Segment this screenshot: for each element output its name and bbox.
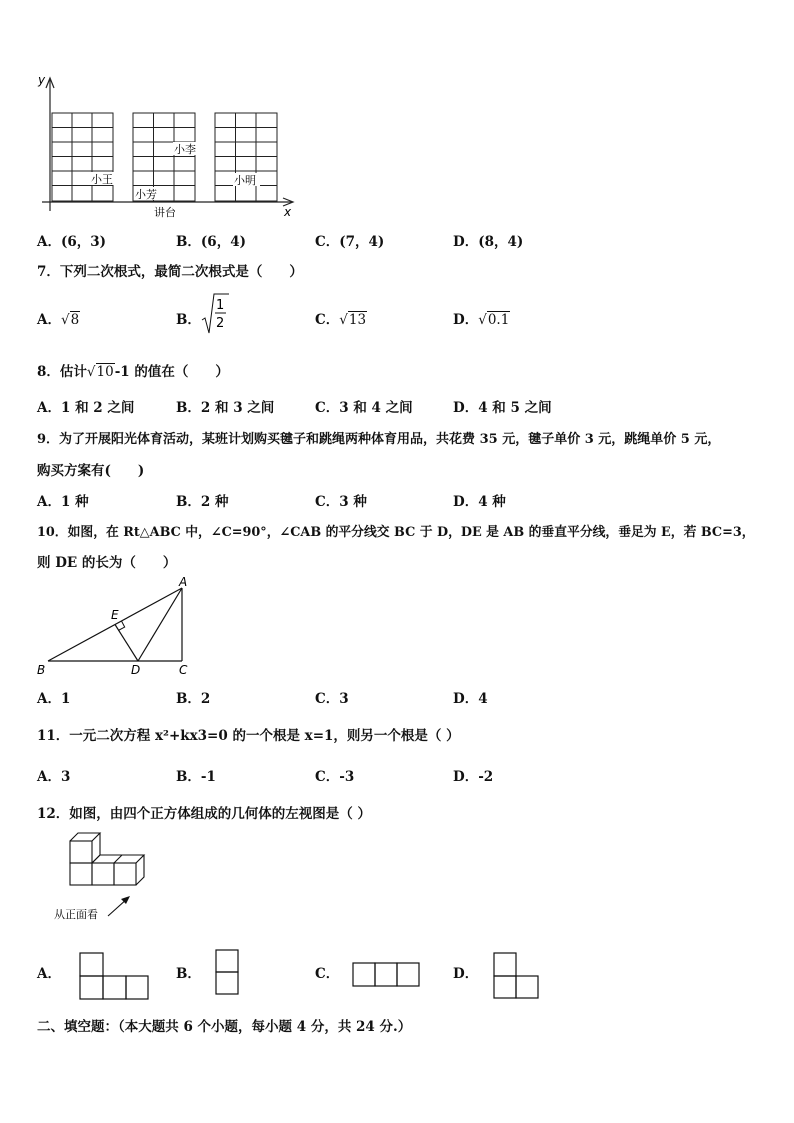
q9-option-a[interactable]: A．1 种: [37, 494, 89, 510]
q12-letter-a: A．: [37, 966, 61, 982]
q7-letter-a: A．: [37, 312, 61, 328]
q6-option-a[interactable]: A．(6，3): [37, 234, 107, 250]
q7-b-numerator: 1: [216, 298, 225, 313]
q8-option-a[interactable]: A．1 和 2 之间: [37, 400, 135, 416]
label-xiaofang: 小芳: [135, 188, 157, 201]
q12-stem: 12．如图，由四个正方体组成的几何体的左视图是（ ）: [37, 806, 371, 822]
q7-option-c[interactable]: C．√13: [315, 312, 367, 328]
q7-b-denominator: 2: [216, 316, 225, 331]
q11-option-c[interactable]: C．-3: [315, 769, 355, 785]
seat-grid-figure: [30, 68, 300, 223]
q8-stem-post: -1 的值在（ ）: [114, 364, 229, 380]
q6-option-b[interactable]: B．(6，4): [176, 234, 246, 250]
label-podium: 讲台: [154, 206, 176, 219]
y-axis-label: y: [38, 73, 46, 87]
q7-option-b-radical: [200, 292, 230, 336]
triangle-figure: [34, 576, 204, 680]
q7-radicand-c: 13: [348, 312, 367, 328]
q8-option-c[interactable]: C．3 和 4 之间: [315, 400, 413, 416]
q10-option-c[interactable]: C．3: [315, 691, 349, 707]
q7-radicand-d: 0.1: [487, 312, 510, 328]
q12-option-b-figure[interactable]: [214, 948, 242, 998]
vertex-a: A: [179, 576, 188, 589]
seat-block-left: [52, 113, 113, 201]
q8-option-d[interactable]: D．4 和 5 之间: [453, 400, 552, 416]
vertex-b: B: [37, 663, 46, 677]
seat-block-right: [215, 113, 277, 201]
label-xiaoli: 小李: [174, 143, 196, 156]
q9-option-d[interactable]: D．4 种: [453, 494, 506, 510]
q10-stem-line2: 则 DE 的长为（ ）: [37, 555, 177, 571]
q11-option-a[interactable]: A．3: [37, 769, 71, 785]
q6-option-c[interactable]: C．(7，4): [315, 234, 385, 250]
cube-solid-figure: [50, 828, 160, 924]
q8-option-b[interactable]: B．2 和 3 之间: [176, 400, 275, 416]
q7-option-d[interactable]: D．√0.1: [453, 312, 510, 328]
q9-stem-line2: 购买方案有( ): [37, 463, 145, 479]
q9-stem-line1: 9．为了开展阳光体育活动，某班计划购买毽子和跳绳两种体育用品，共花费 35 元，毽子单价 3 元，跳绳单价 5 元，: [37, 432, 721, 447]
x-axis-label: x: [284, 205, 292, 219]
q8-stem: 8．估计√10-1 的值在（ ）: [37, 364, 229, 380]
q7-letter-b: B．: [176, 312, 201, 328]
label-xiaowang: 小王: [91, 173, 113, 186]
q7-option-a[interactable]: A．√8: [37, 312, 80, 328]
view-direction-label: 从正面看: [54, 908, 98, 921]
q6-option-d[interactable]: D．(8，4): [453, 234, 524, 250]
q12-letter-b: B．: [176, 966, 201, 982]
section-2-heading: 二、填空题：（本大题共 6 个小题，每小题 4 分，共 24 分.）: [37, 1019, 412, 1035]
q7-stem: 7．下列二次根式，最简二次根式是（ ）: [37, 264, 303, 280]
q8-stem-pre: 8．估计: [37, 364, 87, 380]
q11-option-d[interactable]: D．-2: [453, 769, 494, 785]
q12-option-a-figure[interactable]: [78, 951, 150, 1003]
q10-stem-line1: 10．如图，在 Rt△ABC 中，∠C=90°，∠CAB 的平分线交 BC 于 D，DE 是 AB 的垂直平分线，垂足为 E，若 BC=3，: [37, 525, 755, 540]
vertex-d: D: [131, 663, 141, 677]
q8-radicand: 10: [96, 364, 114, 380]
vertex-c: C: [179, 663, 188, 677]
q7-radicand-a: 8: [70, 312, 80, 328]
q9-option-b[interactable]: B．2 种: [176, 494, 229, 510]
q12-option-c-figure[interactable]: [351, 961, 423, 989]
q7-option-b[interactable]: [176, 308, 201, 328]
q12-letter-c: C．: [315, 966, 340, 982]
q10-option-d[interactable]: D．4: [453, 691, 488, 707]
q12-option-d-figure[interactable]: [492, 951, 544, 1001]
q7-letter-d: D．: [453, 312, 479, 328]
q12-letter-d: D．: [453, 966, 479, 982]
q9-option-c[interactable]: C．3 种: [315, 494, 367, 510]
vertex-e: E: [111, 608, 119, 622]
q10-option-b[interactable]: B．2: [176, 691, 211, 707]
q7-letter-c: C．: [315, 312, 340, 328]
q11-option-b[interactable]: B．-1: [176, 769, 216, 785]
q10-option-a[interactable]: A．1: [37, 691, 71, 707]
q11-stem: 11．一元二次方程 x²+kx3=0 的一个根是 x=1，则另一个根是（ ）: [37, 728, 460, 744]
label-xiaoming: 小明: [234, 174, 256, 187]
